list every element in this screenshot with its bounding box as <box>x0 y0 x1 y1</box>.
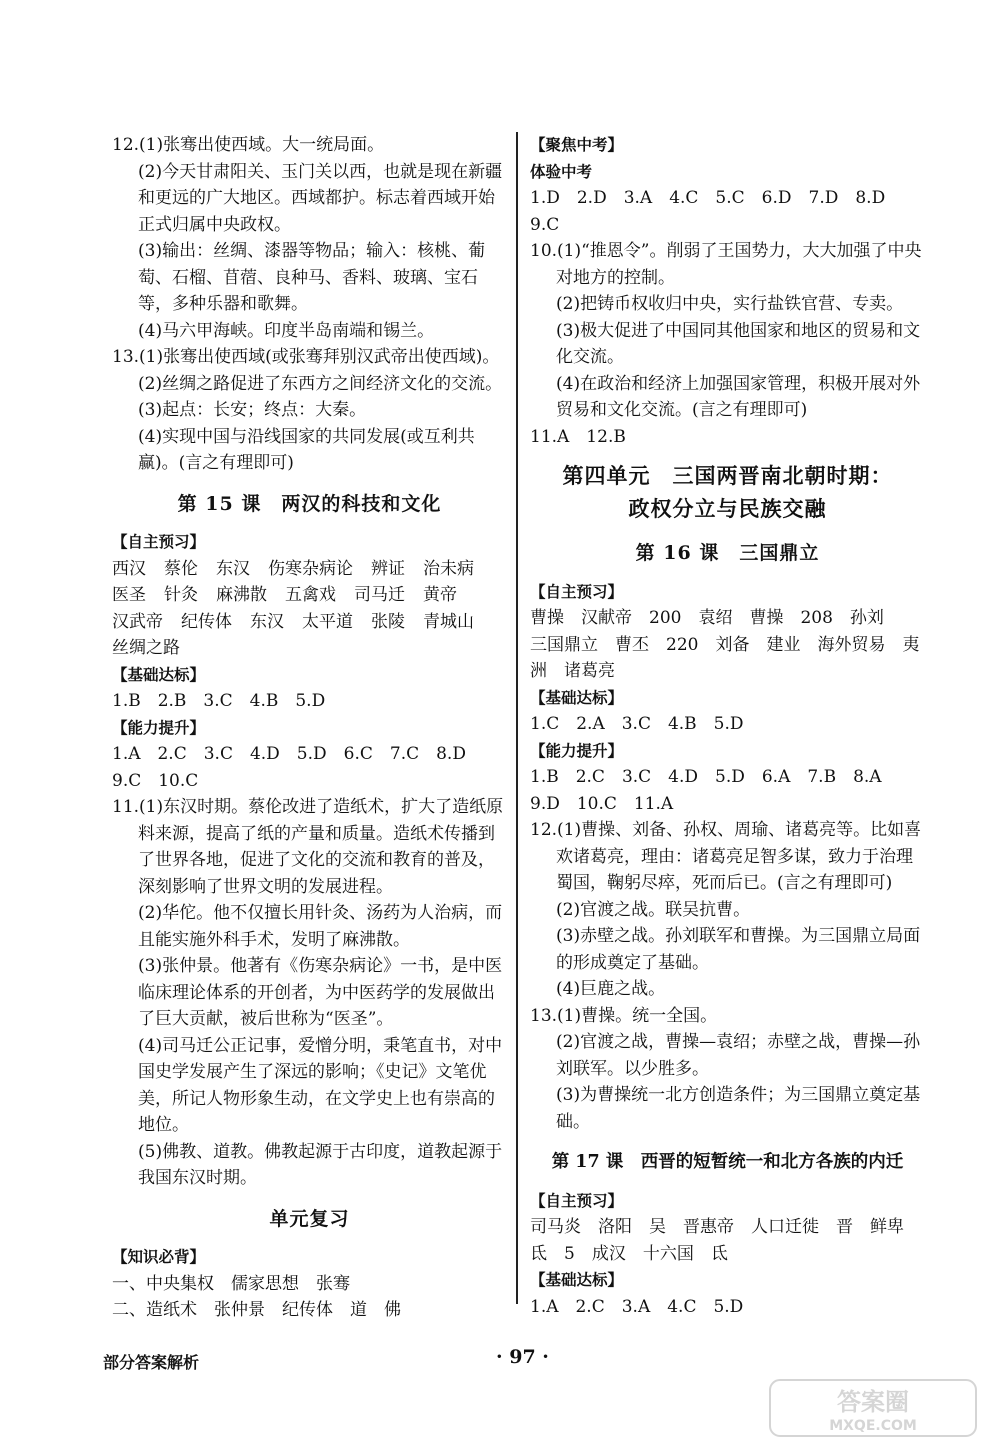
unit-review-title: 单元复习 <box>269 1207 350 1230</box>
right-column <box>530 132 925 1320</box>
watermark-logo <box>768 1378 978 1438</box>
answer-10-2: (2)把铸币权收归中央，实行盐铁官营、专卖。 <box>556 294 904 314</box>
lesson-17-title: 第 17 课 西晋的短暂统一和北方各族的内迁 <box>551 1152 904 1172</box>
answer-10-4: (4)在政治和经济上加强国家管理，积极开展对外贸易和文化交流。(言之有理即可) <box>556 373 921 420</box>
answer-13-2: (2)丝绸之路促进了东西方之间经济文化的交流。 <box>138 373 503 394</box>
lesson-16-keywords-2: 三国鼎立 曹丕 220 刘备 建业 海外贸易 夷 <box>530 634 920 655</box>
keyword: 司马迁 <box>354 585 405 605</box>
tag-ability: 【能力提升】 <box>112 718 206 737</box>
keyword: 五禽戏 <box>285 585 336 605</box>
page-number: · 97 · <box>496 1346 549 1368</box>
keyword: 医圣 <box>112 585 146 605</box>
tag-basic-17: 【基础达标】 <box>530 1271 624 1289</box>
keyword: 丝绸之路 <box>112 638 180 658</box>
experience-exam-heading: 体验中考 <box>530 162 593 181</box>
lesson-15-keywords <box>112 556 507 662</box>
keyword: 辨证 <box>371 558 405 579</box>
exam-answers-a: 1.D 2.D 3.A 4.C 5.C 6.D 7.D 8.D <box>530 188 886 208</box>
answer-11-3: (3)张仲景。他著有《伤寒杂病论》一书，是中医临床理论体系的开创者，为中医药学的发展做出了巨大贡献，被后世称为“医圣”。 <box>138 956 503 1029</box>
unit-4-title-line-1: 第四单元 三国两晋南北朝时期： <box>562 464 893 488</box>
answer-13-1-r: 13.(1)曹操。统一全国。 <box>530 1005 718 1026</box>
exam-answers-b: 9.C <box>530 214 560 235</box>
answer-12-1-r: 12.(1)曹操、刘备、孙权、周瑜、诸葛亮等。比如喜欢诸葛亮，理由：诸葛亮足智多谋，致力于治理蜀国，鞠躬尽瘁，死而后已。(言之有理即可) <box>530 820 922 893</box>
keyword: 西汉 <box>112 558 146 579</box>
column-divider <box>516 132 518 1304</box>
answer-12-3-r: (3)赤壁之战。孙刘联军和曹操。为三国鼎立局面的形成奠定了基础。 <box>556 926 921 973</box>
answer-12-2: (2)今天甘肃阳关、玉门关以西，也就是现在新疆和更远的广大地区。西域都护。标志着西域开始正式归属中央政权。 <box>138 161 503 235</box>
tag-basic: 【基础达标】 <box>530 688 624 707</box>
answer-12-3: (3)输出：丝绸、漆器等物品；输入：核桃、葡萄、石榴、苜蓿、良种马、香料、玻璃、宝石等，多种乐器和歌舞。 <box>138 241 486 314</box>
unit-4-title-line-2: 政权分立与民族交融 <box>628 497 827 521</box>
tag-focus-exam: 【聚焦中考】 <box>530 136 624 154</box>
basic-answers-15: 1.B 2.B 3.C 4.B 5.D <box>112 691 326 711</box>
keyword: 太平道 <box>302 611 353 632</box>
keyword: 汉武帝 <box>112 611 163 632</box>
keyword: 青城山 <box>423 611 474 632</box>
ability-answers-15-a: 1.A 2.C 3.C 4.D 5.D 6.C 7.C 8.D <box>112 744 466 764</box>
svg-text:MXQE.COM: MXQE.COM <box>829 1418 917 1434</box>
tag-self-preview: 【自主预习】 <box>530 582 624 601</box>
keyword: 伤寒杂病论 <box>268 558 353 579</box>
footer-section-title: 部分答案解析 <box>103 1353 200 1372</box>
answer-10-1: 10.(1)“推恩令”。削弱了王国势力，大大加强了中央对地方的控制。 <box>530 241 922 288</box>
answer-11-4: (4)司马迁公正记事，爱憎分明，秉笔直书，对中国史学发展产生了深远的影响；《史记》文笔优美，所记人物形象生动，在文学史上也有崇高的地位。 <box>138 1035 503 1135</box>
answer-12-2-r: (2)官渡之战。联吴抗曹。 <box>556 899 751 920</box>
unit-4-title <box>530 460 925 526</box>
answer-13-4: (4)实现中国与沿线国家的共同发展(或互利共赢)。(言之有理即可) <box>138 426 475 473</box>
keyword: 麻沸散 <box>216 585 267 605</box>
answer-12-4: (4)马六甲海峡。印度半岛南端和锡兰。 <box>138 320 435 341</box>
ability-answers-15-b: 9.C 10.C <box>112 770 199 791</box>
answer-13-1: 13.(1)张骞出使西域(或张骞拜别汉武帝出使西域)。 <box>112 347 500 367</box>
answer-11-2: (2)华佗。他不仅擅长用针灸、汤药为人治病，而且能实施外科手术，发明了麻沸散。 <box>138 903 503 950</box>
lesson-17-keywords-2: 氐 5 成汉 十六国 氐 <box>530 1243 728 1264</box>
answer-12-1: 12.(1)张骞出使西域。大一统局面。 <box>112 135 385 155</box>
keyword: 张陵 <box>371 611 405 632</box>
knowledge-line-1: 一、中央集权 儒家思想 张骞 <box>112 1273 350 1294</box>
tag-basic: 【基础达标】 <box>112 665 206 684</box>
tag-ability: 【能力提升】 <box>530 741 624 760</box>
keyword: 治未病 <box>423 558 474 579</box>
answer-13-3: (3)起点：长安；终点：大秦。 <box>138 400 367 420</box>
tag-self-preview: 【自主预习】 <box>112 533 206 551</box>
lesson-16-keywords-3: 洲 诸葛亮 <box>530 661 615 681</box>
tag-knowledge: 【知识必背】 <box>112 1248 206 1266</box>
answer-11-1: 11.(1)东汉时期。蔡伦改进了造纸术，扩大了造纸原料来源，提高了纸的产量和质量。造纸术传播到了世界各地，促进了文化的交流和教育的普及，深刻影响了世界文明的发展进程。 <box>112 797 504 897</box>
answer-13-3-r: (3)为曹操统一北方创造条件；为三国鼎立奠定基础。 <box>556 1085 921 1132</box>
lesson-16-keywords-1: 曹操 汉献帝 200 袁绍 曹操 208 孙刘 <box>530 608 884 628</box>
left-column <box>112 132 507 1324</box>
basic-answers-16: 1.C 2.A 3.C 4.B 5.D <box>530 714 744 734</box>
ability-answers-16-b: 9.D 10.C 11.A <box>530 793 674 814</box>
basic-answers-17: 1.A 2.C 3.A 4.C 5.D <box>530 1296 744 1317</box>
answer-11-12: 11.A 12.B <box>530 426 626 447</box>
keyword: 东汉 <box>216 558 250 579</box>
keyword: 黄帝 <box>423 585 457 605</box>
lesson-16-title: 第 16 课 三国鼎立 <box>635 542 820 564</box>
answer-11-5: (5)佛教、道教。佛教起源于古印度，道教起源于我国东汉时期。 <box>138 1141 503 1188</box>
svg-text:答案圈: 答案圈 <box>837 1388 909 1416</box>
keyword: 纪传体 <box>181 611 232 632</box>
keyword: 东汉 <box>250 611 284 632</box>
answer-10-3: (3)极大促进了中国同其他国家和地区的贸易和文化交流。 <box>556 320 921 367</box>
answer-12-4-r: (4)巨鹿之战。 <box>556 979 666 999</box>
knowledge-line-2: 二、造纸术 张仲景 纪传体 道 佛 <box>112 1300 401 1320</box>
tag-self-preview-17: 【自主预习】 <box>530 1191 624 1210</box>
answer-13-2-r: (2)官渡之战，曹操—袁绍；赤壁之战，曹操—孙刘联军。以少胜多。 <box>556 1032 921 1079</box>
keyword: 蔡伦 <box>164 558 198 579</box>
ability-answers-16-a: 1.B 2.C 3.C 4.D 5.D 6.A 7.B 8.A <box>530 767 882 787</box>
lesson-15-title: 第 15 课 两汉的科技和文化 <box>177 492 442 515</box>
lesson-17-keywords-1: 司马炎 洛阳 吴 晋惠帝 人口迁徙 晋 鲜卑 <box>530 1217 904 1237</box>
keyword: 针灸 <box>164 585 198 605</box>
